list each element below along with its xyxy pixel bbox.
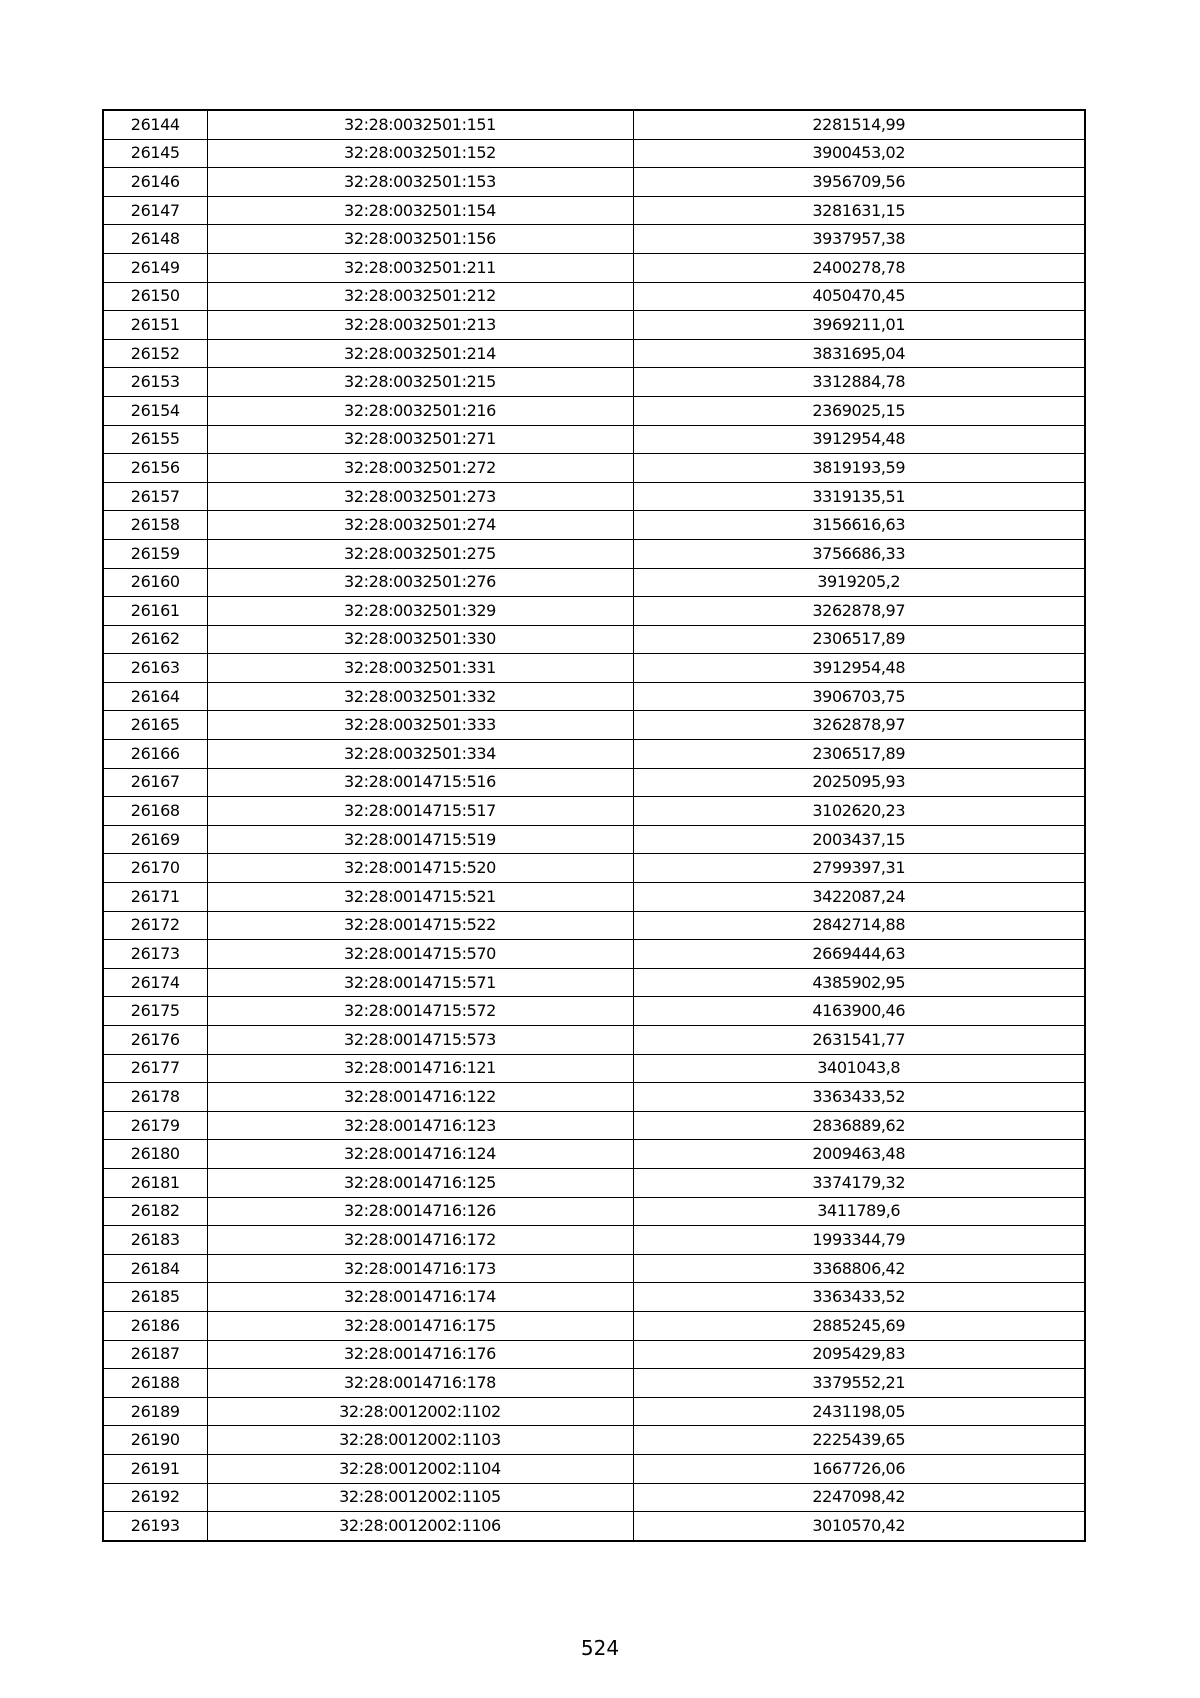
table-row	[103, 1226, 1085, 1255]
cadastral-number-cell: 32:28:0014716:125	[207, 1168, 633, 1197]
row-number-cell: 26158	[103, 511, 207, 540]
row-number-cell: 26159	[103, 539, 207, 568]
table-row	[103, 825, 1085, 854]
row-number-cell: 26153	[103, 368, 207, 397]
cadastral-number-cell: 32:28:0032501:275	[207, 539, 633, 568]
cadastral-number-cell: 32:28:0032501:154	[207, 196, 633, 225]
value-cell: 2369025,15	[633, 396, 1085, 425]
row-number-cell: 26177	[103, 1054, 207, 1083]
table-row	[103, 1311, 1085, 1340]
row-number-cell: 26190	[103, 1426, 207, 1455]
cadastral-number-cell: 32:28:0032501:215	[207, 368, 633, 397]
value-cell: 2669444,63	[633, 940, 1085, 969]
row-number-cell: 26154	[103, 396, 207, 425]
row-number-cell: 26179	[103, 1111, 207, 1140]
cadastral-number-cell: 32:28:0032501:214	[207, 339, 633, 368]
cadastral-number-cell: 32:28:0014715:570	[207, 940, 633, 969]
value-cell: 2306517,89	[633, 740, 1085, 769]
cadastral-number-cell: 32:28:0012002:1102	[207, 1397, 633, 1426]
row-number-cell: 26192	[103, 1483, 207, 1512]
table-row	[103, 110, 1085, 139]
row-number-cell: 26170	[103, 854, 207, 883]
row-number-cell: 26156	[103, 454, 207, 483]
value-cell: 3919205,2	[633, 568, 1085, 597]
cadastral-number-cell: 32:28:0014716:121	[207, 1054, 633, 1083]
value-cell: 2247098,42	[633, 1483, 1085, 1512]
table-row	[103, 311, 1085, 340]
row-number-cell: 26180	[103, 1140, 207, 1169]
cadastral-number-cell: 32:28:0012002:1106	[207, 1512, 633, 1541]
cadastral-number-cell: 32:28:0014715:517	[207, 797, 633, 826]
table-row	[103, 539, 1085, 568]
table-row	[103, 883, 1085, 912]
value-cell: 3969211,01	[633, 311, 1085, 340]
cadastral-number-cell: 32:28:0014715:522	[207, 911, 633, 940]
table-row	[103, 1083, 1085, 1112]
value-cell: 3368806,42	[633, 1254, 1085, 1283]
row-number-cell: 26149	[103, 253, 207, 282]
value-cell: 2003437,15	[633, 825, 1085, 854]
value-cell: 3906703,75	[633, 682, 1085, 711]
row-number-cell: 26186	[103, 1311, 207, 1340]
cadastral-number-cell: 32:28:0032501:334	[207, 740, 633, 769]
row-number-cell: 26152	[103, 339, 207, 368]
row-number-cell: 26166	[103, 740, 207, 769]
table-row	[103, 1168, 1085, 1197]
cadastral-number-cell: 32:28:0032501:212	[207, 282, 633, 311]
cadastral-number-cell: 32:28:0014716:124	[207, 1140, 633, 1169]
row-number-cell: 26155	[103, 425, 207, 454]
value-cell: 2431198,05	[633, 1397, 1085, 1426]
table-row	[103, 711, 1085, 740]
table-row	[103, 196, 1085, 225]
row-number-cell: 26193	[103, 1512, 207, 1541]
row-number-cell: 26163	[103, 654, 207, 683]
value-cell: 3912954,48	[633, 654, 1085, 683]
cadastral-number-cell: 32:28:0032501:213	[207, 311, 633, 340]
cadastral-number-cell: 32:28:0032501:156	[207, 225, 633, 254]
table-row	[103, 425, 1085, 454]
value-cell: 3956709,56	[633, 168, 1085, 197]
row-number-cell: 26174	[103, 968, 207, 997]
table-row	[103, 168, 1085, 197]
row-number-cell: 26148	[103, 225, 207, 254]
row-number-cell: 26151	[103, 311, 207, 340]
row-number-cell: 26168	[103, 797, 207, 826]
row-number-cell: 26147	[103, 196, 207, 225]
row-number-cell: 26171	[103, 883, 207, 912]
row-number-cell: 26167	[103, 768, 207, 797]
table-row	[103, 1197, 1085, 1226]
table-row	[103, 1340, 1085, 1369]
table-row	[103, 968, 1085, 997]
row-number-cell: 26164	[103, 682, 207, 711]
row-number-cell: 26162	[103, 625, 207, 654]
row-number-cell: 26169	[103, 825, 207, 854]
table-row	[103, 1454, 1085, 1483]
cadastral-number-cell: 32:28:0014716:126	[207, 1197, 633, 1226]
table-row	[103, 339, 1085, 368]
value-cell: 2025095,93	[633, 768, 1085, 797]
cadastral-number-cell: 32:28:0032501:331	[207, 654, 633, 683]
cadastral-number-cell: 32:28:0014716:175	[207, 1311, 633, 1340]
table-row	[103, 740, 1085, 769]
table-row	[103, 1054, 1085, 1083]
table-row	[103, 1512, 1085, 1541]
table-row	[103, 1283, 1085, 1312]
row-number-cell: 26175	[103, 997, 207, 1026]
cadastral-number-cell: 32:28:0014715:573	[207, 1026, 633, 1055]
cadastral-number-cell: 32:28:0032501:211	[207, 253, 633, 282]
table-row	[103, 625, 1085, 654]
cadastral-number-cell: 32:28:0012002:1103	[207, 1426, 633, 1455]
table-row	[103, 396, 1085, 425]
row-number-cell: 26181	[103, 1168, 207, 1197]
cadastral-number-cell: 32:28:0032501:271	[207, 425, 633, 454]
table-row	[103, 911, 1085, 940]
cadastral-number-cell: 32:28:0014716:122	[207, 1083, 633, 1112]
value-cell: 3819193,59	[633, 454, 1085, 483]
value-cell: 3411789,6	[633, 1197, 1085, 1226]
cadastral-number-cell: 32:28:0014715:572	[207, 997, 633, 1026]
cadastral-number-cell: 32:28:0014715:571	[207, 968, 633, 997]
table-body	[103, 110, 1085, 1541]
value-cell: 3262878,97	[633, 711, 1085, 740]
table-row	[103, 568, 1085, 597]
table-row	[103, 997, 1085, 1026]
row-number-cell: 26157	[103, 482, 207, 511]
table-row	[103, 482, 1085, 511]
table-row	[103, 225, 1085, 254]
value-cell: 2009463,48	[633, 1140, 1085, 1169]
row-number-cell: 26189	[103, 1397, 207, 1426]
table-row	[103, 797, 1085, 826]
table-row	[103, 1111, 1085, 1140]
value-cell: 1993344,79	[633, 1226, 1085, 1255]
table-row	[103, 597, 1085, 626]
value-cell: 3912954,48	[633, 425, 1085, 454]
row-number-cell: 26184	[103, 1254, 207, 1283]
row-number-cell: 26161	[103, 597, 207, 626]
table-row	[103, 1426, 1085, 1455]
cadastral-number-cell: 32:28:0014715:520	[207, 854, 633, 883]
cadastral-number-cell: 32:28:0032501:330	[207, 625, 633, 654]
cadastral-number-cell: 32:28:0014716:123	[207, 1111, 633, 1140]
value-cell: 3156616,63	[633, 511, 1085, 540]
cadastral-number-cell: 32:28:0032501:332	[207, 682, 633, 711]
row-number-cell: 26165	[103, 711, 207, 740]
value-cell: 3374179,32	[633, 1168, 1085, 1197]
cadastral-number-cell: 32:28:0032501:153	[207, 168, 633, 197]
cadastral-number-cell: 32:28:0032501:151	[207, 110, 633, 139]
cadastral-number-cell: 32:28:0014715:516	[207, 768, 633, 797]
value-cell: 3010570,42	[633, 1512, 1085, 1541]
table-row	[103, 1026, 1085, 1055]
table-row	[103, 768, 1085, 797]
value-cell: 2799397,31	[633, 854, 1085, 883]
cadastral-number-cell: 32:28:0012002:1104	[207, 1454, 633, 1483]
value-cell: 2836889,62	[633, 1111, 1085, 1140]
cadastral-number-cell: 32:28:0014716:176	[207, 1340, 633, 1369]
cadastral-number-cell: 32:28:0014716:174	[207, 1283, 633, 1312]
table-row	[103, 139, 1085, 168]
table-row	[103, 1369, 1085, 1398]
value-cell: 3900453,02	[633, 139, 1085, 168]
value-cell: 2842714,88	[633, 911, 1085, 940]
cadastral-number-cell: 32:28:0032501:152	[207, 139, 633, 168]
table-row	[103, 253, 1085, 282]
cadastral-number-cell: 32:28:0032501:329	[207, 597, 633, 626]
value-cell: 3422087,24	[633, 883, 1085, 912]
row-number-cell: 26188	[103, 1369, 207, 1398]
value-cell: 4050470,45	[633, 282, 1085, 311]
table-row	[103, 940, 1085, 969]
row-number-cell: 26178	[103, 1083, 207, 1112]
value-cell: 3363433,52	[633, 1283, 1085, 1312]
value-cell: 3379552,21	[633, 1369, 1085, 1398]
cadastral-number-cell: 32:28:0032501:216	[207, 396, 633, 425]
cadastral-number-cell: 32:28:0032501:272	[207, 454, 633, 483]
row-number-cell: 26187	[103, 1340, 207, 1369]
value-cell: 3281631,15	[633, 196, 1085, 225]
row-number-cell: 26144	[103, 110, 207, 139]
cadastral-number-cell: 32:28:0032501:273	[207, 482, 633, 511]
cadastral-number-cell: 32:28:0014716:173	[207, 1254, 633, 1283]
value-cell: 3363433,52	[633, 1083, 1085, 1112]
value-cell: 3401043,8	[633, 1054, 1085, 1083]
table-row	[103, 1483, 1085, 1512]
cadastral-number-cell: 32:28:0014715:519	[207, 825, 633, 854]
value-cell: 3756686,33	[633, 539, 1085, 568]
cadastral-number-cell: 32:28:0032501:276	[207, 568, 633, 597]
cadastral-number-cell: 32:28:0032501:274	[207, 511, 633, 540]
data-table	[102, 109, 1086, 1542]
table-row	[103, 1397, 1085, 1426]
value-cell: 2885245,69	[633, 1311, 1085, 1340]
row-number-cell: 26183	[103, 1226, 207, 1255]
value-cell: 3262878,97	[633, 597, 1085, 626]
row-number-cell: 26160	[103, 568, 207, 597]
row-number-cell: 26172	[103, 911, 207, 940]
row-number-cell: 26176	[103, 1026, 207, 1055]
value-cell: 2631541,77	[633, 1026, 1085, 1055]
value-cell: 3937957,38	[633, 225, 1085, 254]
value-cell: 2400278,78	[633, 253, 1085, 282]
table-row	[103, 654, 1085, 683]
row-number-cell: 26146	[103, 168, 207, 197]
cadastral-number-cell: 32:28:0012002:1105	[207, 1483, 633, 1512]
page-number: 524	[580, 1636, 620, 1660]
table-row	[103, 1140, 1085, 1169]
row-number-cell: 26182	[103, 1197, 207, 1226]
table-row	[103, 454, 1085, 483]
table-row	[103, 368, 1085, 397]
value-cell: 4385902,95	[633, 968, 1085, 997]
table-row	[103, 854, 1085, 883]
value-cell: 3102620,23	[633, 797, 1085, 826]
value-cell: 2095429,83	[633, 1340, 1085, 1369]
row-number-cell: 26150	[103, 282, 207, 311]
value-cell: 4163900,46	[633, 997, 1085, 1026]
table-row	[103, 282, 1085, 311]
cadastral-number-cell: 32:28:0014716:172	[207, 1226, 633, 1255]
value-cell: 3831695,04	[633, 339, 1085, 368]
value-cell: 2225439,65	[633, 1426, 1085, 1455]
table-row	[103, 511, 1085, 540]
row-number-cell: 26185	[103, 1283, 207, 1312]
row-number-cell: 26191	[103, 1454, 207, 1483]
value-cell: 2281514,99	[633, 110, 1085, 139]
cadastral-number-cell: 32:28:0014715:521	[207, 883, 633, 912]
row-number-cell: 26173	[103, 940, 207, 969]
table-row	[103, 1254, 1085, 1283]
value-cell: 3312884,78	[633, 368, 1085, 397]
value-cell: 3319135,51	[633, 482, 1085, 511]
row-number-cell: 26145	[103, 139, 207, 168]
value-cell: 2306517,89	[633, 625, 1085, 654]
cadastral-number-cell: 32:28:0014716:178	[207, 1369, 633, 1398]
value-cell: 1667726,06	[633, 1454, 1085, 1483]
cadastral-number-cell: 32:28:0032501:333	[207, 711, 633, 740]
table-row	[103, 682, 1085, 711]
